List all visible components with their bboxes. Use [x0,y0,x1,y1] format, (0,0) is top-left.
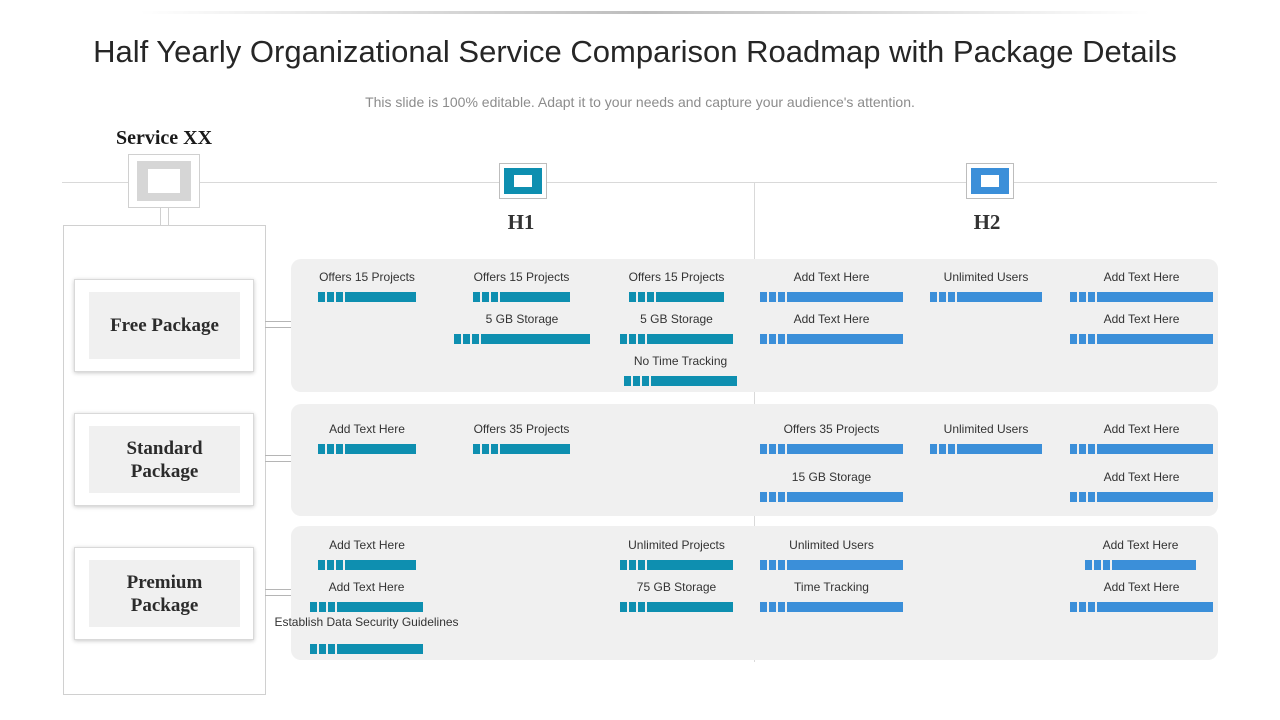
feature-item [760,539,903,570]
package-label: Premium Package [126,571,203,616]
service-label: Service XX [115,127,213,149]
feature-item [310,581,423,612]
service-icon [128,154,200,208]
feature-bar [1085,560,1196,570]
feature-bar [318,444,416,454]
feature-item [1070,313,1213,344]
feature-bar [1070,492,1213,502]
feature-label: Add Text Here [793,270,870,284]
feature-item [1070,423,1213,454]
feature-bar [620,560,733,570]
feature-item [620,581,733,612]
feature-bar [930,444,1042,454]
column-label-h2: H2 [973,210,1001,234]
package-card-premium [74,547,254,640]
feature-label: Unlimited Users [789,538,874,552]
feature-label: Add Text Here [1103,422,1180,436]
page-subtitle: This slide is 100% editable. Adapt it to your needs and capture your audience's attention. [365,94,915,110]
feature-bar [318,292,416,302]
feature-item [454,313,590,344]
feature-label: No Time Tracking [633,354,728,368]
feature-bar [473,292,570,302]
feature-bar [1070,602,1213,612]
feature-item [1070,271,1213,302]
feature-label: Add Text Here [1103,470,1180,484]
package-label: Free Package [110,315,219,336]
feature-bar [760,292,903,302]
feature-label: Add Text Here [1102,538,1179,552]
feature-label: 75 GB Storage [636,580,717,594]
feature-bar [1070,292,1213,302]
monitor-icon [966,163,1014,199]
package-connector [265,321,291,328]
feature-item [930,271,1042,302]
feature-label: 15 GB Storage [791,470,872,484]
feature-bar [1070,444,1213,454]
package-label: Standard Package [126,437,203,482]
feature-bar [629,292,724,302]
feature-item [629,271,724,302]
feature-item [624,355,737,386]
feature-bar [624,376,737,386]
feature-bar [930,292,1042,302]
feature-item [318,539,416,570]
feature-bar [473,444,570,454]
feature-label: Offers 35 Projects [473,422,570,436]
feature-bar [620,602,733,612]
feature-item [1070,471,1213,502]
top-divider [140,11,1150,14]
feature-bar [310,602,423,612]
feature-label: Add Text Here [793,312,870,326]
package-connector [265,455,291,462]
feature-item [274,615,459,654]
feature-bar [760,602,903,612]
feature-label: Add Text Here [1103,312,1180,326]
service-stem [160,208,169,225]
feature-bar [318,560,416,570]
feature-label: Establish Data Security Guidelines [274,615,459,629]
feature-bar [760,560,903,570]
feature-item [318,271,416,302]
feature-label: Add Text Here [329,538,405,552]
feature-item [930,423,1042,454]
feature-bar [620,334,733,344]
feature-bar [310,644,423,654]
feature-label: 5 GB Storage [640,312,713,326]
feature-label: Offers 15 Projects [628,270,725,284]
feature-label: Add Text Here [1103,270,1180,284]
feature-item [760,581,903,612]
package-card-standard [74,413,254,506]
feature-label: Add Text Here [1103,580,1180,594]
feature-label: Time Tracking [794,580,869,594]
feature-item [1070,581,1213,612]
feature-item [620,313,733,344]
feature-label: Offers 35 Projects [783,422,880,436]
package-card-free [74,279,254,372]
feature-label: Unlimited Users [943,422,1029,436]
feature-label: Unlimited Users [943,270,1029,284]
feature-item [318,423,416,454]
feature-label: Offers 15 Projects [319,270,415,284]
monitor-icon [499,163,547,199]
feature-bar [454,334,590,344]
feature-item [760,271,903,302]
feature-bar [1070,334,1213,344]
feature-label: Unlimited Projects [628,538,725,552]
feature-label: Add Text Here [328,580,405,594]
page-title: Half Yearly Organizational Service Comparison Roadmap with Package Details [93,34,1177,69]
feature-bar [760,492,903,502]
feature-bar [760,334,903,344]
feature-item [473,271,570,302]
feature-label: 5 GB Storage [485,312,559,326]
feature-bar [760,444,903,454]
feature-item [620,539,733,570]
feature-item [760,313,903,344]
column-label-h1: H1 [507,210,535,234]
timeline-axis [62,182,1217,183]
feature-label: Offers 15 Projects [473,270,570,284]
feature-item [760,423,903,454]
feature-label: Add Text Here [329,422,405,436]
feature-item [1085,539,1196,570]
feature-item [473,423,570,454]
feature-item [760,471,903,502]
